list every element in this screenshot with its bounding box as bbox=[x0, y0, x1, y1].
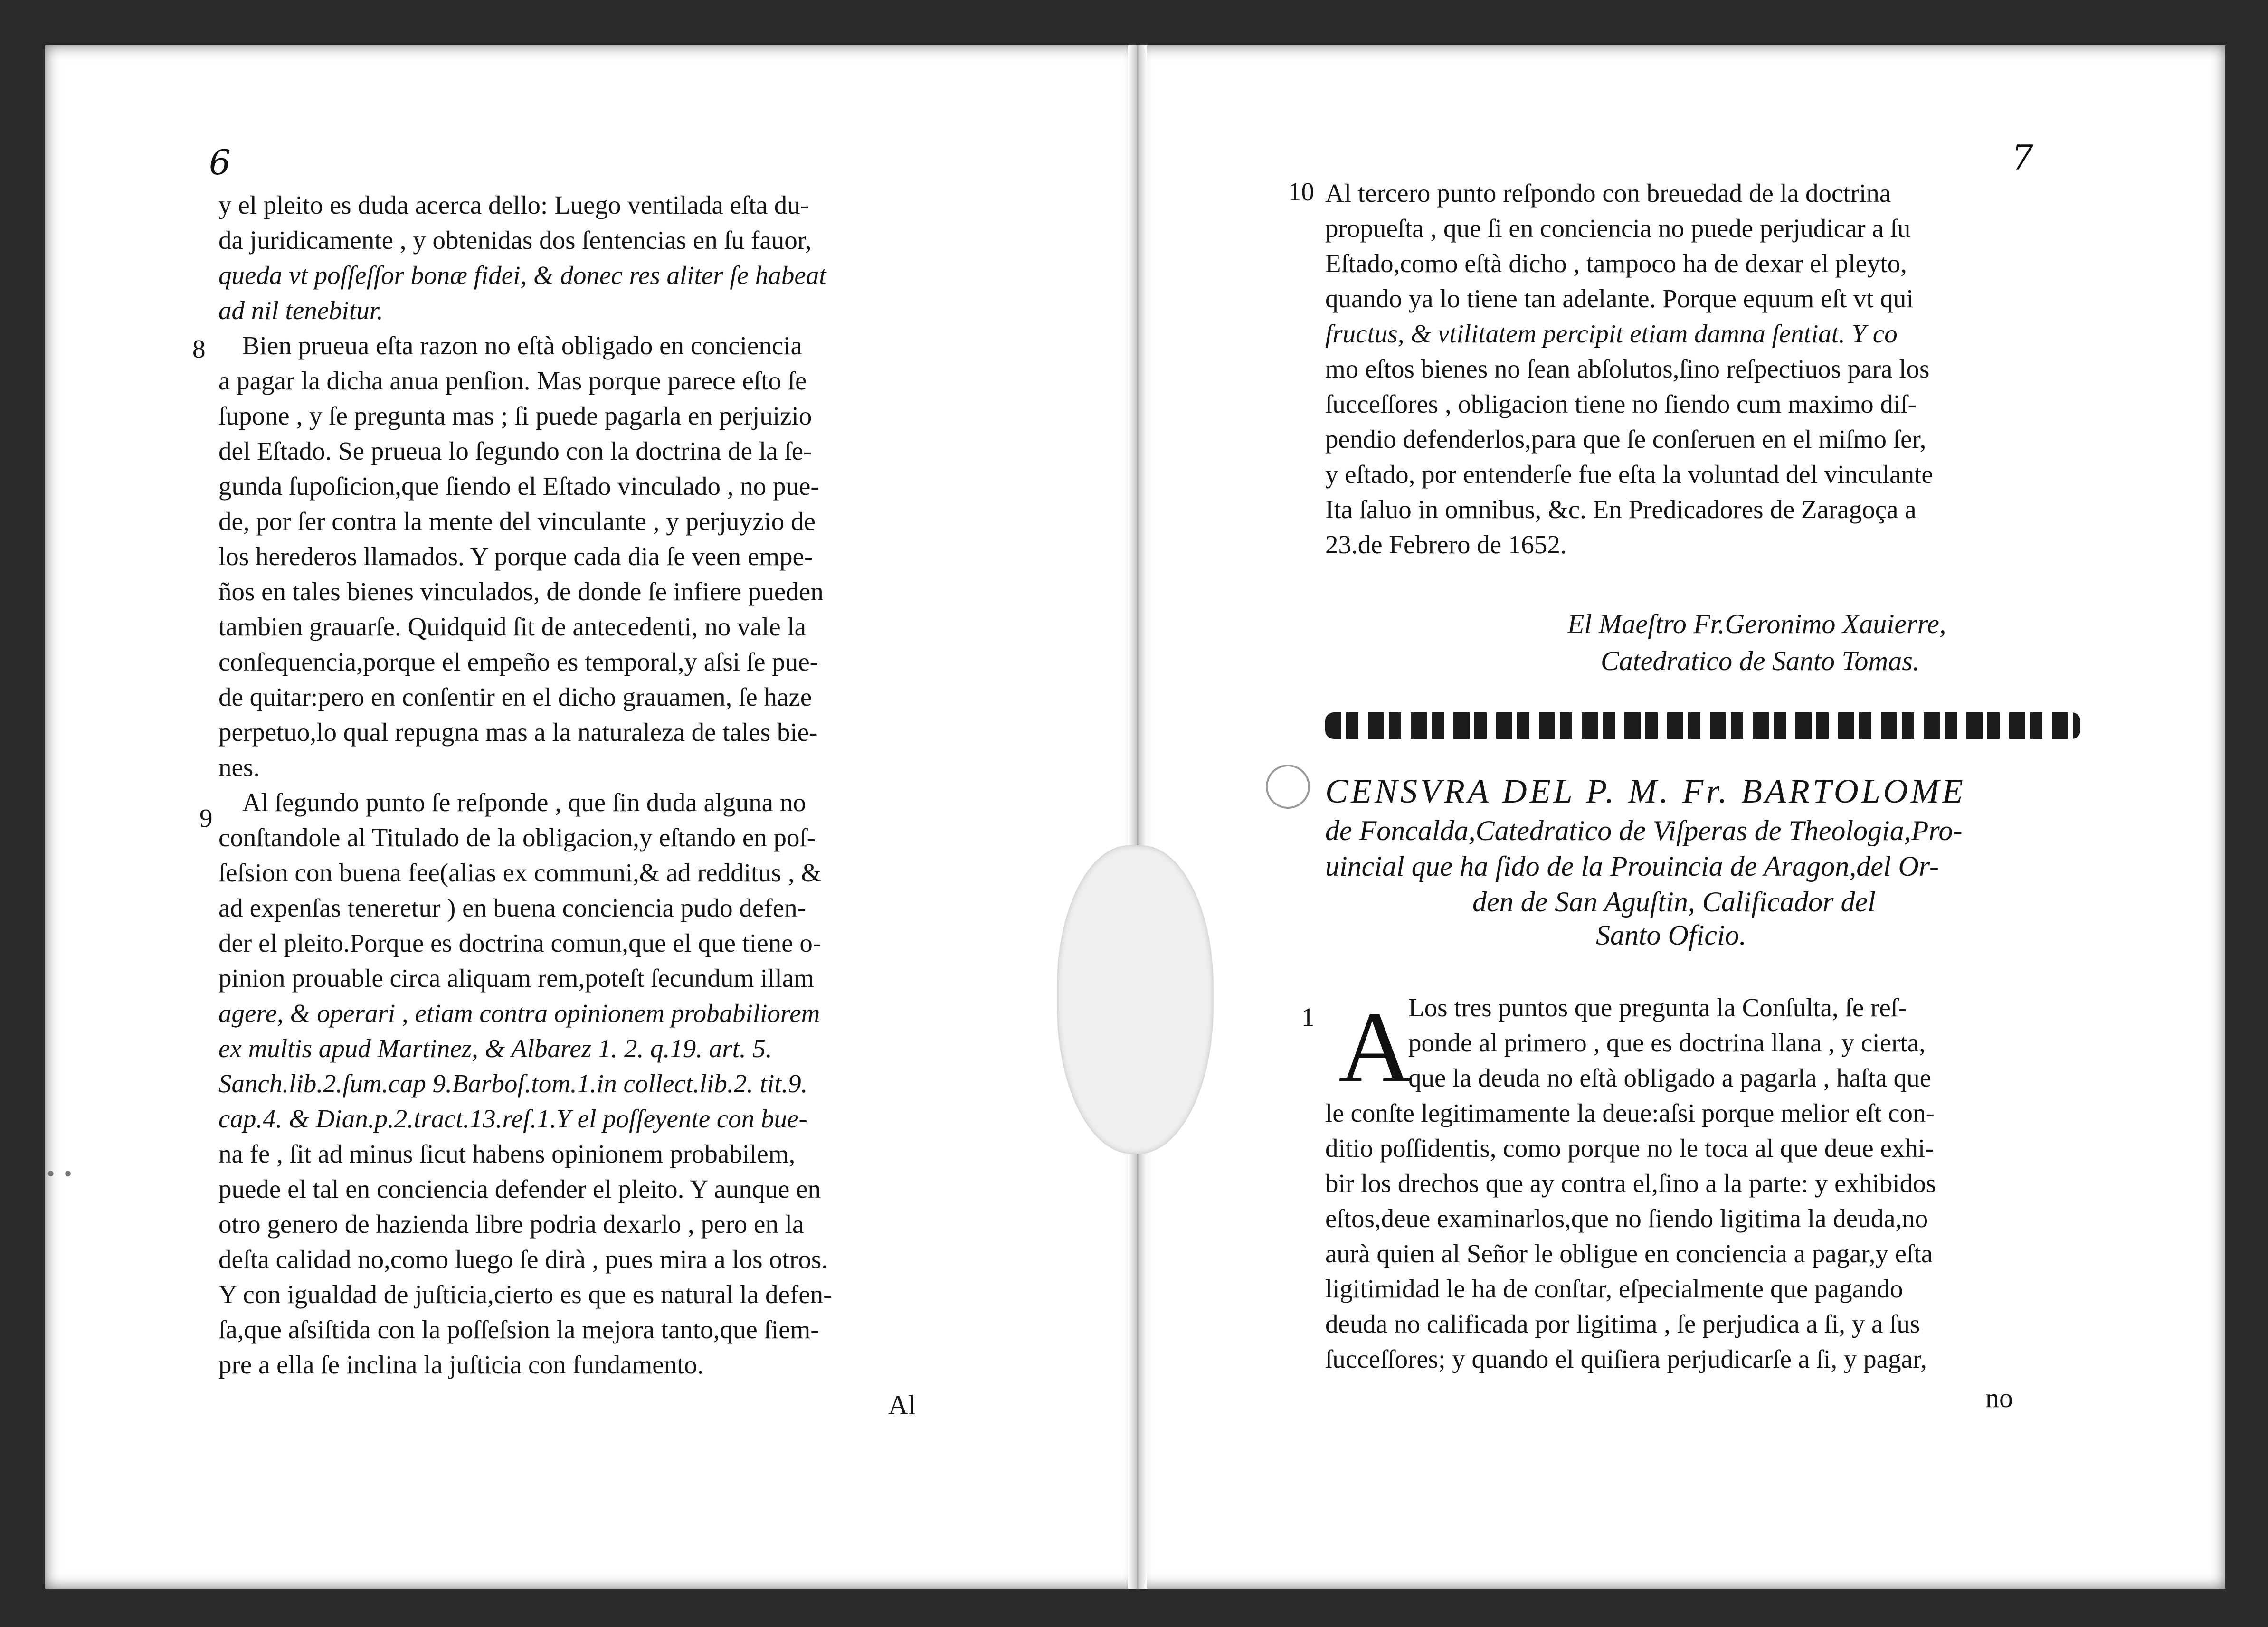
text-line: bir los drechos que ay contra el,ſino a la parte: y exhibidos bbox=[1325, 1169, 1936, 1198]
censura-subtitle: den de San Aguſtin, Calificador del bbox=[1472, 886, 1876, 918]
text-line: perpetuo,lo qual repugna mas a la naturaleza de tales bie- bbox=[218, 718, 818, 747]
library-stamp-icon bbox=[1266, 765, 1310, 809]
signature-line: El Maeſtro Fr.Geronimo Xauierre, bbox=[1567, 608, 1946, 639]
text-line: y el pleito es duda acerca dello: Luego ventilada eſta du- bbox=[218, 190, 809, 219]
catchword: Al bbox=[888, 1390, 916, 1420]
text-line: ſeſsion con buena fee(alias ex communi,& ad redditus , & bbox=[218, 858, 822, 887]
text-line: 23.de Febrero de 1652. bbox=[1325, 530, 1567, 559]
text-line: ſupone , y ſe pregunta mas ; ſi puede pagarla en perjuizio bbox=[218, 401, 812, 430]
marginal-number: 10 bbox=[1288, 177, 1314, 206]
text-line: le conſte legitimamente la deue:aſsi porque melior eſt con- bbox=[1325, 1098, 1935, 1127]
text-line: Al tercero punto reſpondo con breuedad de la doctrina bbox=[1325, 179, 1891, 208]
drop-cap: A bbox=[1338, 990, 1413, 1104]
text-line: tambien grauarſe. Quidquid ſit de antecedenti, no vale la bbox=[218, 612, 807, 641]
text-line: gunda ſupoſicion,que ſiendo el Eſtado vinculado , no pue- bbox=[218, 472, 819, 501]
censura-title: CENSVRA DEL P. M. Fr. BARTOLOME bbox=[1325, 772, 1966, 810]
text-line: fructus, & vtilitatem percipit etiam damna ſentiat. Y co bbox=[1325, 319, 1898, 348]
text-line: conſtandole al Titulado de la obligacion,y eſtando en poſ- bbox=[218, 823, 816, 852]
text-line: Bien prueua eſta razon no eſtà obligado en conciencia bbox=[242, 331, 802, 360]
text-line: ligitimidad le ha de conſtar, eſpecialmente que pagando bbox=[1325, 1274, 1903, 1303]
text-line: conſequencia,porque el empeño es temporal,y aſsi ſe pue- bbox=[218, 647, 818, 676]
censura-subtitle: uincial que ha ſido de la Prouincia de Aragon,del Or- bbox=[1325, 851, 1939, 882]
text-line: Eſtado,como eſtà dicho , tampoco ha de dexar el pleyto, bbox=[1325, 249, 1907, 278]
text-line: de, por ſer contra la mente del vinculante , y perjuyzio de bbox=[218, 507, 816, 536]
page-number-right: 7 bbox=[2012, 138, 2033, 178]
text-line: ſucceſſores , obligacion tiene no ſiendo cum maximo diſ- bbox=[1325, 389, 1917, 418]
text-line: mo eſtos bienes no ſean abſolutos,ſino reſpectiuos para los bbox=[1325, 354, 1930, 383]
censura-body bbox=[1325, 990, 2066, 1377]
censura-subtitle: Santo Oficio. bbox=[1596, 919, 1746, 951]
left-page-text bbox=[218, 188, 997, 1382]
text-line: otro genero de hazienda libre podria dexarlo , pero en la bbox=[218, 1210, 804, 1239]
text-line: queda vt poſſeſſor bonæ fidei, & donec res aliter ſe habeat bbox=[218, 261, 826, 290]
text-line: pendio defenderlos,para que ſe conſeruen en el miſmo ſer, bbox=[1325, 425, 1926, 454]
text-line: ponde al primero , que es doctrina llana , y cierta, bbox=[1408, 1028, 1926, 1057]
text-line: eſtos,deue examinarlos,que no ſiendo ligitima la deuda,no bbox=[1325, 1204, 1928, 1233]
text-line: da juridicamente , y obtenidas dos ſentencias en ſu fauor, bbox=[218, 226, 812, 255]
decorative-divider bbox=[1325, 712, 2080, 739]
text-line: ad expenſas teneretur ) en buena conciencia pudo defen- bbox=[218, 893, 806, 922]
text-line: que la deuda no eſtà obligado a pagarla , haſta que bbox=[1408, 1063, 1932, 1092]
text-line: ex multis apud Martinez, & Albarez 1. 2. q.19. art. 5. bbox=[218, 1034, 772, 1063]
catchword: no bbox=[1985, 1382, 2013, 1413]
book-gutter bbox=[1128, 45, 1147, 1589]
text-line: na fe , ſit ad minus ſicut habens opinionem probabilem, bbox=[218, 1139, 796, 1168]
marginal-number: 1 bbox=[1301, 1003, 1315, 1031]
text-line: cap.4. & Dian.p.2.tract.13.reſ.1.Y el poſſeyente con bue- bbox=[218, 1104, 807, 1133]
text-line: deſta calidad no,como luego ſe dirà , pues mira a los otros. bbox=[218, 1245, 828, 1274]
text-line: propueſta , que ſi en conciencia no puede perjudicar a ſu bbox=[1325, 214, 1911, 243]
text-line: a pagar la dicha anua penſion. Mas porque parece eſto ſe bbox=[218, 366, 807, 395]
text-line: del Eſtado. Se prueua lo ſegundo con la doctrina de la ſe- bbox=[218, 436, 812, 465]
marginal-number: 8 bbox=[192, 334, 206, 363]
text-line: puede el tal en conciencia defender el pleito. Y aunque en bbox=[218, 1174, 821, 1203]
text-line: agere, & operari , etiam contra opinionem probabiliorem bbox=[218, 999, 820, 1028]
text-line: der el pleito.Porque es doctrina comun,que el que tiene o- bbox=[218, 928, 822, 957]
text-line: nes. bbox=[218, 753, 260, 782]
text-line: deuda no calificada por ligitima , ſe perjudica a ſi, y a ſus bbox=[1325, 1309, 1920, 1338]
censura-subtitle: de Foncalda,Catedratico de Viſperas de Theologia,Pro- bbox=[1325, 815, 1963, 846]
text-line: de quitar:pero en conſentir en el dicho grauamen, ſe haze bbox=[218, 682, 812, 711]
text-line: Y con igualdad de juſticia,cierto es que es natural la defen- bbox=[218, 1280, 832, 1309]
paper-tear bbox=[1057, 845, 1214, 1154]
text-line: ños en tales bienes vinculados, de donde ſe infiere pueden bbox=[218, 577, 824, 606]
right-page-text bbox=[1325, 176, 2066, 562]
margin-marks: • • bbox=[45, 1163, 74, 1185]
marginal-number: 9 bbox=[199, 804, 213, 832]
page-number-left: 6 bbox=[209, 142, 231, 182]
text-line: pre a ella ſe inclina la juſticia con fundamento. bbox=[218, 1350, 704, 1379]
text-line: quando ya lo tiene tan adelante. Porque equum eſt vt qui bbox=[1325, 284, 1914, 313]
text-line: Sanch.lib.2.ſum.cap 9.Barboſ.tom.1.in collect.lib.2. tit.9. bbox=[218, 1069, 808, 1098]
text-line: aurà quien al Señor le obligue en conciencia a pagar,y eſta bbox=[1325, 1239, 1933, 1268]
text-line: ſa,que aſsiſtida con la poſſeſsion la mejora tanto,que ſiem- bbox=[218, 1315, 819, 1344]
text-line: y eſtado, por entenderſe fue eſta la voluntad del vinculante bbox=[1325, 460, 1933, 489]
text-line: ad nil tenebitur. bbox=[218, 296, 383, 325]
text-line: ſucceſſores; y quando el quiſiera perjudicarſe a ſi, y pagar, bbox=[1325, 1344, 1927, 1373]
text-line: Al ſegundo punto ſe reſponde , que ſin duda alguna no bbox=[242, 788, 806, 817]
signature-line: Catedratico de Santo Tomas. bbox=[1601, 645, 1920, 676]
text-line: los herederos llamados. Y porque cada dia ſe veen empe- bbox=[218, 542, 813, 571]
text-line: Los tres puntos que pregunta la Conſulta, ſe reſ- bbox=[1408, 993, 1907, 1022]
text-line: pinion prouable circa aliquam rem,poteſt ſecundum illam bbox=[218, 964, 814, 993]
text-line: ditio poſſidentis, como porque no le toca al que deue exhi- bbox=[1325, 1134, 1934, 1163]
text-line: Ita ſaluo in omnibus, &c. En Predicadores de Zaragoça a bbox=[1325, 495, 1917, 524]
